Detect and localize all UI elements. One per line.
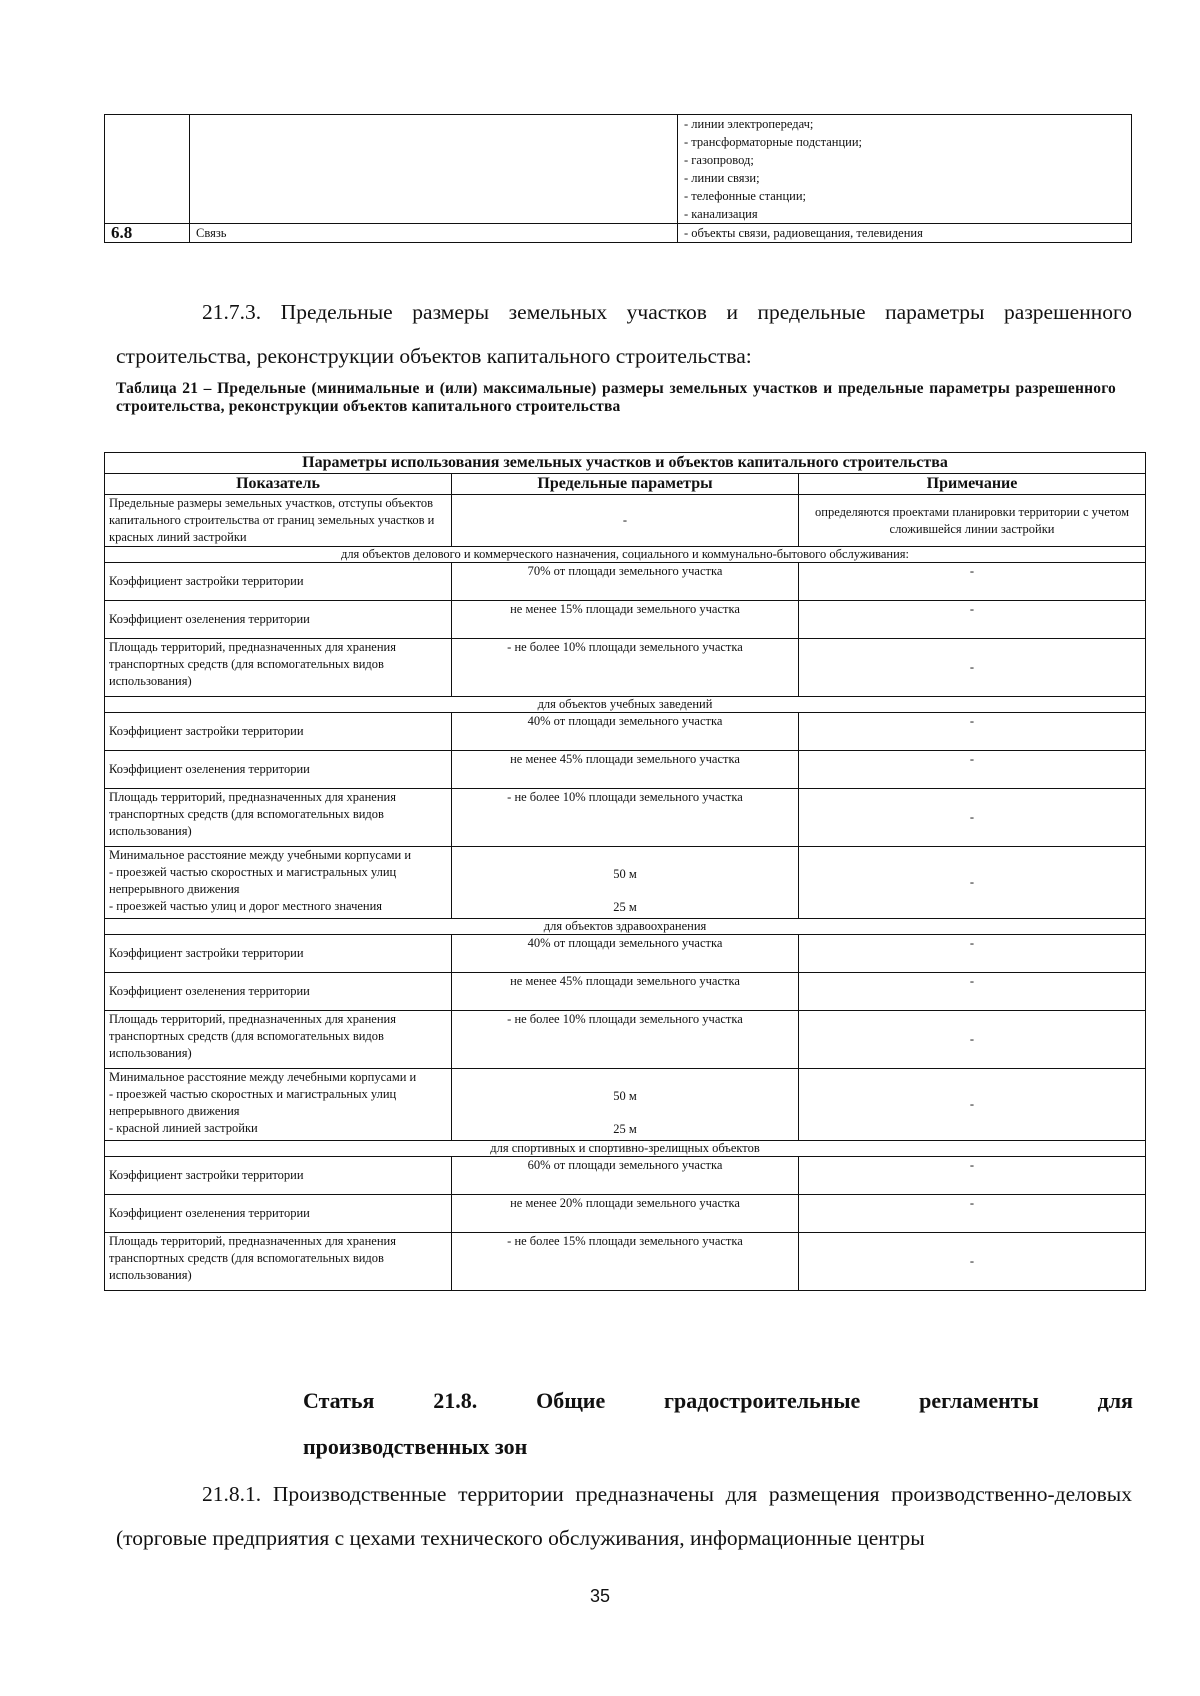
value-cell: - не более 10% площади земельного участка (452, 639, 799, 697)
value-cell: - не более 10% площади земельного участка (452, 1011, 799, 1069)
list-item: - объекты связи, радиовещания, телевидения (684, 226, 923, 240)
heading-word: Статья (303, 1388, 375, 1413)
row-name-cell (190, 115, 678, 224)
paragraph-text: 21.8.1. Производственные территории предназначены для размещения производственно-деловых (торговые предприятия с цехами технического обслуживания, информационные центры (116, 1482, 1132, 1550)
parameters-table (104, 452, 1146, 1291)
note-cell: - (799, 1233, 1146, 1291)
table-row (105, 789, 1146, 847)
value-cell: не менее 15% площади земельного участка (452, 601, 799, 639)
table-title: Параметры использования земельных участков и объектов капитального строительства (105, 453, 1146, 474)
indicator-cell: Коэффициент озеленения территории (105, 751, 452, 789)
section-row (105, 919, 1146, 935)
table-row (105, 601, 1146, 639)
section-row (105, 1141, 1146, 1157)
row-number-cell (105, 115, 190, 224)
table-row (105, 224, 1132, 243)
heading-word: 21.8. (433, 1388, 478, 1413)
note-cell: - (799, 1157, 1146, 1195)
note-cell: - (799, 935, 1146, 973)
indicator-cell: Коэффициент озеленения территории (105, 601, 452, 639)
value-primary: 50 м (613, 1088, 637, 1103)
indicator-cell: Площадь территорий, предназначенных для хранения транспортных средств (для вспомогательных видов использования) (105, 789, 452, 847)
note-cell: - (799, 1011, 1146, 1069)
value-primary: 50 м (613, 866, 637, 881)
indicator-cell: Коэффициент застройки территории (105, 563, 452, 601)
paragraph-text: 21.7.3. Предельные размеры земельных участков и предельные параметры разрешенного строительства, реконструкции объектов капитального строительства: (116, 300, 1132, 368)
table-row (105, 1233, 1146, 1291)
table-title-row (105, 453, 1146, 474)
indicator-cell: Минимальное расстояние между лечебными корпусами и - проезжей частью скоростных и магистральных улиц непрерывного движения - красной линией застройки (105, 1069, 452, 1141)
table-row (105, 1011, 1146, 1069)
table-row (105, 751, 1146, 789)
column-header: Предельные параметры (452, 474, 799, 495)
paragraph-21-8-1 (116, 1472, 1132, 1560)
row-items-cell (678, 115, 1132, 224)
indicator-cell: Минимальное расстояние между учебными корпусами и - проезжей частью скоростных и магистральных улиц непрерывного движения - проезжей частью улиц и дорог местного значения (105, 847, 452, 919)
indicator-cell: Предельные размеры земельных участков, отступы объектов капитального строительства от границ земельных участков и красных линий застройки (105, 495, 452, 547)
article-heading (303, 1378, 1133, 1470)
section-title: для объектов делового и коммерческого назначения, социального и коммунально-бытового обслуживания: (105, 547, 1146, 563)
value-cell (452, 1069, 799, 1141)
value-secondary: 25 м (613, 899, 637, 914)
section-title: для объектов учебных заведений (105, 697, 1146, 713)
heading-word: градостроительные (664, 1388, 861, 1413)
table-row (105, 713, 1146, 751)
note-cell: - (799, 601, 1146, 639)
note-cell: - (799, 973, 1146, 1011)
value-cell: 40% от площади земельного участка (452, 935, 799, 973)
indicator-cell: Площадь территорий, предназначенных для хранения транспортных средств (для вспомогательных видов использования) (105, 1011, 452, 1069)
note-cell: - (799, 713, 1146, 751)
value-cell: - (452, 495, 799, 547)
land-use-continuation-table (104, 114, 1132, 243)
value-secondary: 25 м (613, 1121, 637, 1136)
value-cell: 60% от площади земельного участка (452, 1157, 799, 1195)
heading-word: для (1097, 1388, 1133, 1413)
value-cell: - не более 15% площади земельного участка (452, 1233, 799, 1291)
table-header-row (105, 474, 1146, 495)
value-cell (452, 847, 799, 919)
indicator-cell: Площадь территорий, предназначенных для хранения транспортных средств (для вспомогательных видов использования) (105, 1233, 452, 1291)
list-item: - канализация (684, 207, 758, 221)
heading-word: регламенты (919, 1388, 1039, 1413)
table-row (105, 115, 1132, 224)
note-cell: - (799, 751, 1146, 789)
paragraph-21-7-3 (116, 290, 1132, 378)
table-row (105, 1157, 1146, 1195)
table-row (105, 563, 1146, 601)
row-items-cell (678, 224, 1132, 243)
note-cell: - (799, 847, 1146, 919)
column-header: Показатель (105, 474, 452, 495)
table-row (105, 495, 1146, 547)
list-item: - трансформаторные подстанции; (684, 135, 862, 149)
heading-word: Общие (536, 1388, 606, 1413)
value-cell: 70% от площади земельного участка (452, 563, 799, 601)
indicator-cell: Площадь территорий, предназначенных для хранения транспортных средств (для вспомогательных видов использования) (105, 639, 452, 697)
section-row (105, 697, 1146, 713)
table-row (105, 1195, 1146, 1233)
section-row (105, 547, 1146, 563)
table-row (105, 1069, 1146, 1141)
note-cell: - (799, 1069, 1146, 1141)
indicator-cell: Коэффициент застройки территории (105, 713, 452, 751)
note-cell: - (799, 639, 1146, 697)
indicator-cell: Коэффициент озеленения территории (105, 1195, 452, 1233)
value-cell: - не более 10% площади земельного участка (452, 789, 799, 847)
indicator-cell: Коэффициент застройки территории (105, 935, 452, 973)
value-cell: не менее 20% площади земельного участка (452, 1195, 799, 1233)
row-name-cell: Связь (190, 224, 678, 243)
note-cell: определяются проектами планировки территории с учетом сложившейся линии застройки (799, 495, 1146, 547)
value-cell: 40% от площади земельного участка (452, 713, 799, 751)
value-cell: не менее 45% площади земельного участка (452, 973, 799, 1011)
table-row (105, 847, 1146, 919)
column-header: Примечание (799, 474, 1146, 495)
row-number-cell: 6.8 (105, 224, 190, 243)
note-cell: - (799, 563, 1146, 601)
page-number: 35 (589, 1586, 611, 1606)
table-caption: Таблица 21 – Предельные (минимальные и (или) максимальные) размеры земельных участков и предельные параметры разрешенного строительства, реконструкции объектов капитального строительства (116, 380, 1116, 415)
indicator-cell: Коэффициент озеленения территории (105, 973, 452, 1011)
table-row (105, 973, 1146, 1011)
heading-line-2: производственных зон (303, 1434, 528, 1459)
table-row (105, 639, 1146, 697)
list-item: - телефонные станции; (684, 189, 806, 203)
note-cell: - (799, 1195, 1146, 1233)
section-title: для объектов здравоохранения (105, 919, 1146, 935)
list-item: - газопровод; (684, 153, 754, 167)
list-item: - линии электропередач; (684, 117, 814, 131)
table-row (105, 935, 1146, 973)
value-cell: не менее 45% площади земельного участка (452, 751, 799, 789)
list-item: - линии связи; (684, 171, 760, 185)
section-title: для спортивных и спортивно-зрелищных объектов (105, 1141, 1146, 1157)
indicator-cell: Коэффициент застройки территории (105, 1157, 452, 1195)
note-cell: - (799, 789, 1146, 847)
